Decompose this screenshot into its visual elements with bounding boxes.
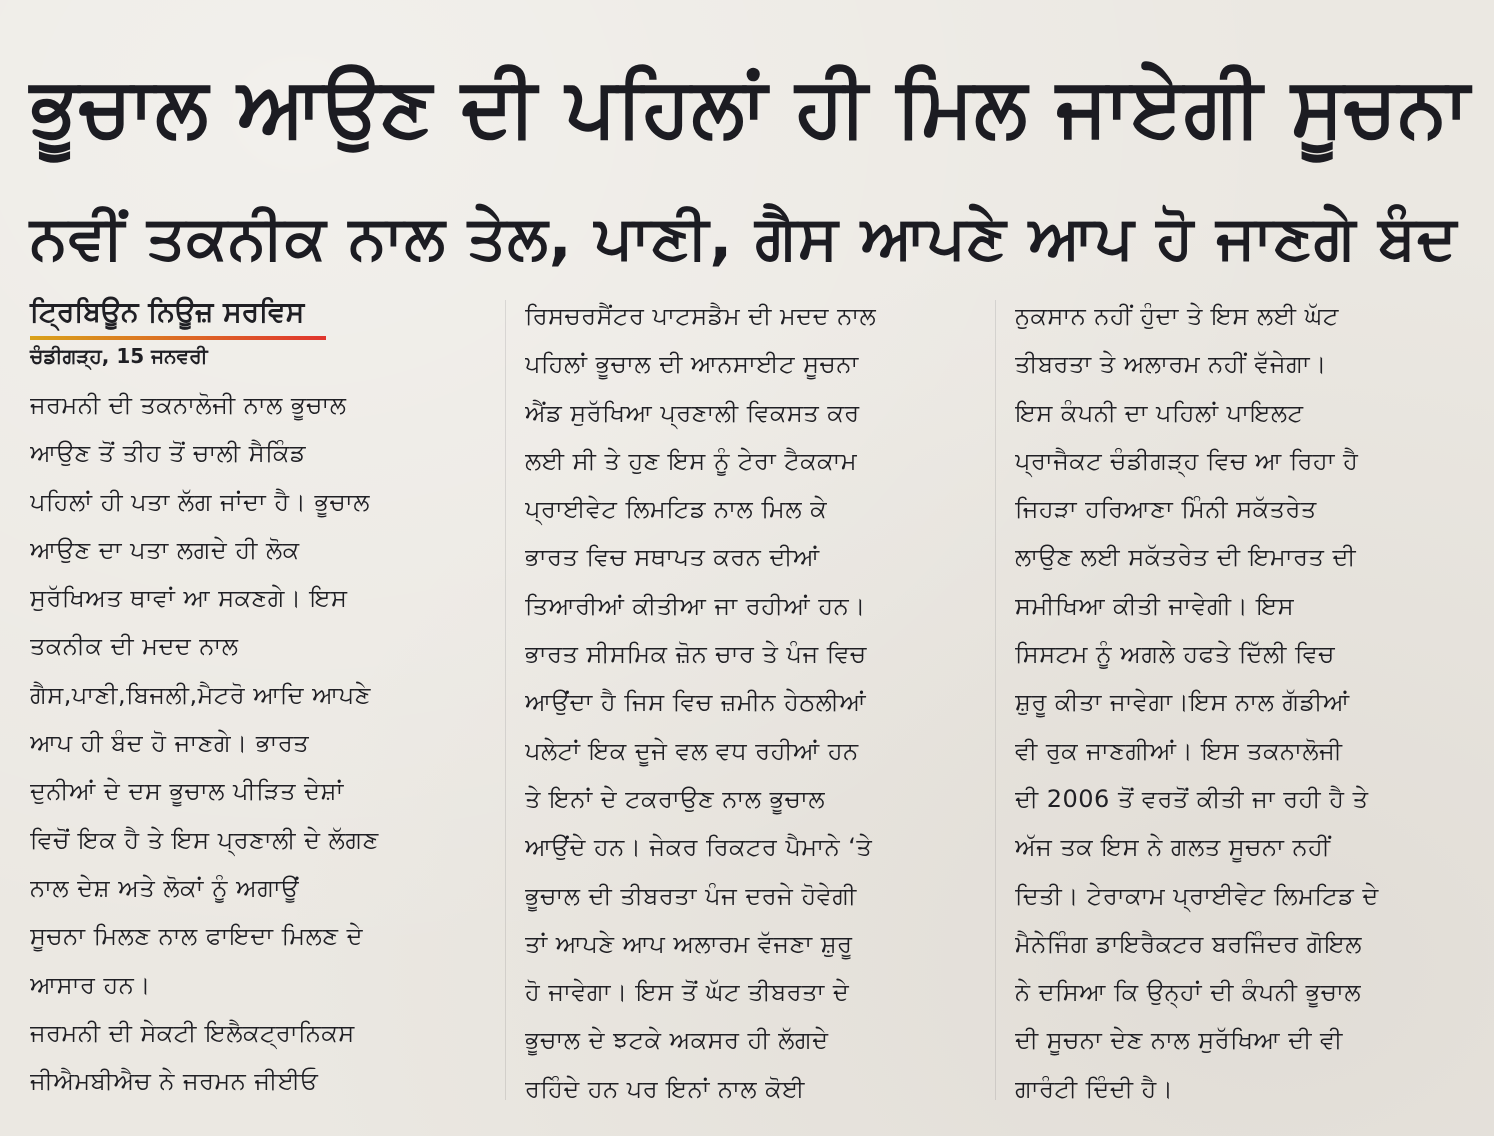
article-text-line: ਦਿਤੀ। ਟੇਰਾਕਾਮ ਪ੍ਰਾਈਵੇਟ ਲਿਮਟਿਡ ਦੇ [1015,881,1379,910]
article-text-line: ਭੂਚਾਲ ਦੇ ਝਟਕੇ ਅਕਸਰ ਹੀ ਲੱਗਦੇ [525,1026,829,1055]
article-text-line: ਆਉਂਦਾ ਹੈ ਜਿਸ ਵਿਚ ਜ਼ਮੀਨ ਹੇਠਲੀਆਂ [525,688,867,717]
column-divider [995,300,996,1100]
article-text-line: ਪ੍ਰਾਜੈਕਟ ਚੰਡੀਗੜ੍ਹ ਵਿਚ ਆ ਰਿਹਾ ਹੈ [1015,446,1359,475]
article-text-line: ਆਉਣ ਦਾ ਪਤਾ ਲਗਦੇ ਹੀ ਲੋਕ [30,535,300,564]
article-text-line: ਗਾਰੰਟੀ ਦਿੰਦੀ ਹੈ। [1015,1074,1174,1103]
article-column-1 [30,381,490,1105]
byline-rule [30,336,326,340]
article-text-line: ਇਸ ਕੰਪਨੀ ਦਾ ਪਹਿਲਾਂ ਪਾਇਲਟ [1015,398,1304,427]
article-text-line: ਅੱਜ ਤਕ ਇਸ ਨੇ ਗਲਤ ਸੂਚਨਾ ਨਹੀਂ [1015,833,1331,862]
byline: ਟ੍ਰਿਬਿਊਨ ਨਿਊਜ਼ ਸਰਵਿਸ [30,295,305,328]
article-text-line: ਭਾਰਤ ਵਿਚ ਸਥਾਪਤ ਕਰਨ ਦੀਆਂ [525,543,820,572]
article-text-line: ਭਾਰਤ ਸੀਸਮਿਕ ਜ਼ੋਨ ਚਾਰ ਤੇ ਪੰਜ ਵਿਚ [525,640,867,669]
article-text-line: ਆਸਾਰ ਹਨ। [30,970,151,999]
article-text-line: ਭੂਚਾਲ ਦੀ ਤੀਬਰਤਾ ਪੰਜ ਦਰਜੇ ਹੋਵੇਗੀ [525,881,857,910]
article-text-line: ਲਾਉਣ ਲਈ ਸਕੱਤਰੇਤ ਦੀ ਇਮਾਰਤ ਦੀ [1015,543,1357,572]
article-text-line: ਜਰਮਨੀ ਦੀ ਸੇਕਟੀ ਇਲੈਕਟ੍ਰਾਨਿਕਸ [30,1018,355,1047]
article-text-line: ਪਹਿਲਾਂ ਹੀ ਪਤਾ ਲੱਗ ਜਾਂਦਾ ਹੈ। ਭੂਚਾਲ [30,487,370,516]
article-text-line: ਰਿਸਚਰਸੈਂਟਰ ਪਾਟਸਡੈਮ ਦੀ ਮਦਦ ਨਾਲ [525,302,877,330]
article-text-line: ਤਾਂ ਆਪਣੇ ਆਪ ਅਲਾਰਮ ਵੱਜਣਾ ਸ਼ੁਰੂ [525,929,853,958]
article-text-line: ਹੋ ਜਾਵੇਗਾ। ਇਸ ਤੋਂ ਘੱਟ ਤੀਬਰਤਾ ਦੇ [525,978,850,1007]
article-text-line: ਜੀਐਮਬੀਐਚ ਨੇ ਜਰਮਨ ਜੀਈਓ [30,1067,319,1096]
article-text-line: ਤਿਆਰੀਆਂ ਕੀਤੀਆ ਜਾ ਰਹੀਆਂ ਹਨ। [525,591,866,620]
article-text-line: ਸੁਰੱਖਿਅਤ ਥਾਵਾਂ ਆ ਸਕਣਗੇ। ਇਸ [30,584,348,613]
article-text-line: ਵਿਚੋਂ ਇਕ ਹੈ ਤੇ ਇਸ ਪ੍ਰਣਾਲੀ ਦੇ ਲੱਗਣ [30,825,379,854]
article-text-line: ਸਮੀਖਿਆ ਕੀਤੀ ਜਾਵੇਗੀ। ਇਸ [1015,591,1295,620]
article-text-line: ਪਲੇਟਾਂ ਇਕ ਦੂਜੇ ਵਲ ਵਧ ਰਹੀਆਂ ਹਨ [525,736,859,765]
article-text-line: ਗੈਸ,ਪਾਣੀ,ਬਿਜਲੀ,ਮੈਟਰੋ ਆਦਿ ਆਪਣੇ [30,680,371,709]
article-text-line: ਦੁਨੀਆਂ ਦੇ ਦਸ ਭੂਚਾਲ ਪੀੜਿਤ ਦੇਸ਼ਾਂ [30,777,344,806]
article-text-line: ਤਕਨੀਕ ਦੀ ਮਦਦ ਨਾਲ [30,632,239,661]
article-text-line: ਲਈ ਸੀ ਤੇ ਹੁਣ ਇਸ ਨੂੰ ਟੇਰਾ ਟੈਕਕਾਮ [525,446,858,475]
article-text-line: ਪਹਿਲਾਂ ਭੂਚਾਲ ਦੀ ਆਨਸਾਈਟ ਸੂਚਨਾ [525,350,859,379]
article-text-line: ਤੀਬਰਤਾ ਤੇ ਅਲਾਰਮ ਨਹੀਂ ਵੱਜੇਗਾ। [1015,350,1327,379]
article-text-line: ਰਹਿੰਦੇ ਹਨ ਪਰ ਇਨਾਂ ਨਾਲ ਕੋਈ [525,1074,805,1103]
article-text-line: ਤੇ ਇਨਾਂ ਦੇ ਟਕਰਾਉਣ ਨਾਲ ਭੂਚਾਲ [525,784,826,813]
article-text-line: ਆਪ ਹੀ ਬੰਦ ਹੋ ਜਾਣਗੇ। ਭਾਰਤ [30,729,310,758]
article-text-line: ਜਰਮਨੀ ਦੀ ਤਕਨਾਲੋਜੀ ਨਾਲ ਭੂਚਾਲ [30,391,347,419]
article-text-line: ਐਂਡ ਸੁਰੱਖਿਆ ਪ੍ਰਣਾਲੀ ਵਿਕਸਤ ਕਰ [525,398,860,427]
article-text-line: ਦੀ ਸੂਚਨਾ ਦੇਣ ਨਾਲ ਸੁਰੱਖਿਆ ਦੀ ਵੀ [1015,1026,1343,1055]
article-text-line: ਦੀ 2006 ਤੋਂ ਵਰਤੋਂ ਕੀਤੀ ਜਾ ਰਹੀ ਹੈ ਤੇ [1015,784,1369,813]
article-text-line: ਆਉਂਦੇ ਹਨ। ਜੇਕਰ ਰਿਕਟਰ ਪੈਮਾਨੇ ‘ਤੇ [525,833,873,862]
article-text-line: ਵੀ ਰੁਕ ਜਾਣਗੀਆਂ। ਇਸ ਤਕਨਾਲੋਜੀ [1015,736,1343,765]
article-column-3 [1015,292,1465,1113]
article-text-line: ਸੂਚਨਾ ਮਿਲਣ ਨਾਲ ਫਾਇਦਾ ਮਿਲਣ ਦੇ [30,922,364,951]
article-column-2 [525,292,970,1113]
article-text-line: ਆਉਣ ਤੋਂ ਤੀਹ ਤੋਂ ਚਾਲੀ ਸੈਕਿੰਡ [30,439,306,468]
article-text-line: ਨੇ ਦਸਿਆ ਕਿ ਉਨ੍ਹਾਂ ਦੀ ਕੰਪਨੀ ਭੂਚਾਲ [1015,978,1362,1007]
column-divider [505,300,506,1100]
article-text-line: ਸ਼ੁਰੂ ਕੀਤਾ ਜਾਵੇਗਾ।ਇਸ ਨਾਲ ਗੱਡੀਆਂ [1015,688,1350,717]
article-text-line: ਪ੍ਰਾਈਵੇਟ ਲਿਮਟਿਡ ਨਾਲ ਮਿਲ ਕੇ [525,495,828,524]
subheadline: ਨਵੀਂ ਤਕਨੀਕ ਨਾਲ ਤੇਲ, ਪਾਣੀ, ਗੈਸ ਆਪਣੇ ਆਪ ਹੋ ਜਾਣਗੇ ਬੰਦ [30,203,1458,273]
headline: ਭੂਚਾਲ ਆਉਣ ਦੀ ਪਹਿਲਾਂ ਹੀ ਮਿਲ ਜਾਏਗੀ ਸੂਚਨਾ [30,60,1471,155]
article-text-line: ਮੈਨੇਜਿੰਗ ਡਾਇਰੈਕਟਰ ਬਰਜਿੰਦਰ ਗੋਇਲ [1015,929,1362,958]
dateline: ਚੰਡੀਗੜ੍ਹ, 15 ਜਨਵਰੀ [30,344,208,368]
article-text-line: ਜਿਹੜਾ ਹਰਿਆਣਾ ਮਿੰਨੀ ਸਕੱਤਰੇਤ [1015,495,1317,524]
article-text-line: ਨਾਲ ਦੇਸ਼ ਅਤੇ ਲੋਕਾਂ ਨੂੰ ਅਗਾਊਂ [30,873,300,902]
article-text-line: ਸਿਸਟਮ ਨੂੰ ਅਗਲੇ ਹਫਤੇ ਦਿੱਲੀ ਵਿਚ [1015,640,1335,669]
article-text-line: ਨੁਕਸਾਨ ਨਹੀਂ ਹੁੰਦਾ ਤੇ ਇਸ ਲਈ ਘੱਟ [1015,302,1339,330]
